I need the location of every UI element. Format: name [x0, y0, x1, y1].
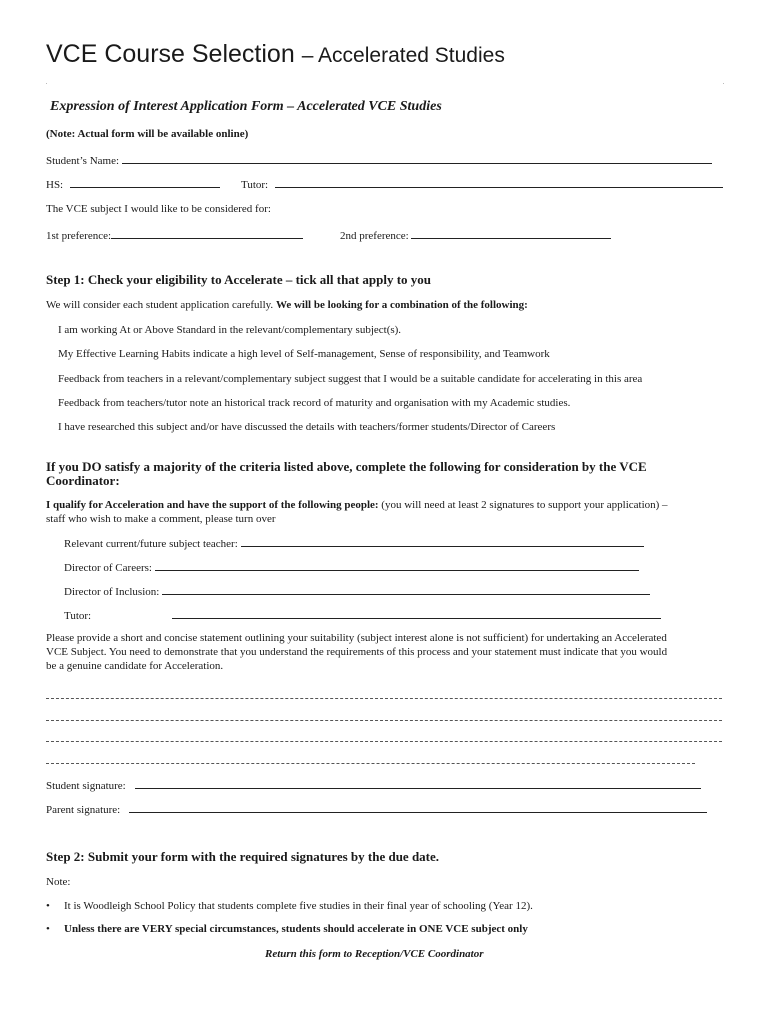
signatory-field[interactable]: [162, 584, 650, 595]
student-signature-field[interactable]: [135, 778, 701, 789]
bullet-icon: •: [46, 923, 50, 935]
step2-bullet-text: Unless there are VERY special circumstances, students should accelerate in ONE VCE subject only: [64, 923, 528, 935]
parent-signature-field[interactable]: [129, 802, 707, 813]
pref1-field[interactable]: [111, 228, 303, 239]
student-name-label: Student’s Name:: [46, 155, 120, 167]
signatory-row: [46, 560, 639, 574]
step2-bullet-text: It is Woodleigh School Policy that students complete five studies in their final year of schooling (Year 12).: [64, 900, 533, 912]
statement-line: be a genuine candidate for Acceleration.: [46, 660, 224, 672]
hs-row: [46, 177, 220, 191]
tutor-label: Tutor:: [241, 179, 269, 191]
signatory-label: Tutor:: [64, 610, 92, 622]
criteria-item[interactable]: Feedback from teachers/tutor note an historical track record of maturity and organisation with my Academic studies.: [58, 397, 571, 409]
return-instruction: Return this form to Reception/VCE Coordinator: [265, 948, 484, 960]
hs-label: HS:: [46, 179, 64, 191]
statement-answer-line[interactable]: [46, 720, 722, 721]
signatory-row: [46, 536, 644, 550]
step2-bullet: [46, 900, 533, 912]
step2-bullet: [46, 923, 528, 935]
title-main: VCE Course Selection: [46, 40, 295, 68]
student-signature-row: [46, 778, 701, 792]
statement-answer-line[interactable]: [46, 698, 722, 699]
student-name-row: [46, 153, 712, 167]
support-rest: (you will need at least 2 signatures to support your application) –: [381, 499, 668, 511]
criteria-item[interactable]: I have researched this subject and/or have discussed the details with teachers/former students/Director of Careers: [58, 421, 556, 433]
statement-answer-line[interactable]: [46, 763, 695, 764]
signatory-label: Relevant current/future subject teacher:: [64, 538, 238, 550]
pref2-row: [340, 228, 611, 242]
bullet-icon: •: [46, 900, 50, 912]
support-line-2: staff who wish to make a comment, please turn over: [46, 513, 276, 525]
parent-signature-row: [46, 802, 707, 816]
signatory-row: [46, 608, 661, 622]
student-name-field[interactable]: [122, 153, 712, 164]
criteria-item[interactable]: Feedback from teachers in a relevant/complementary subject suggest that I would be a suitable candidate for accelerating in this area: [58, 373, 643, 385]
tutor-row: [241, 177, 723, 191]
form-note: (Note: Actual form will be available online): [46, 128, 249, 140]
step2-note-label: Note:: [46, 876, 71, 888]
pref1-row: [46, 228, 303, 242]
statement-answer-line[interactable]: [46, 741, 722, 742]
signatory-label: Director of Inclusion:: [64, 586, 160, 598]
page-title: [46, 40, 505, 69]
step1-intro: [46, 299, 528, 311]
subject-prompt: The VCE subject I would like to be considered for:: [46, 203, 271, 215]
coordinator-heading-2: Coordinator:: [46, 473, 120, 488]
form-title: Expression of Interest Application Form – Accelerated VCE Studies: [50, 99, 442, 114]
statement-line: VCE Subject. You need to demonstrate that you understand the requirements of this process and your statement must indicate that you would: [46, 646, 668, 658]
pref1-label: 1st preference:: [46, 230, 112, 242]
support-bold: I qualify for Acceleration and have the support of the following people:: [46, 499, 379, 511]
criteria-item[interactable]: My Effective Learning Habits indicate a high level of Self-management, Sense of responsibility, and Teamwork: [58, 348, 550, 360]
pref2-field[interactable]: [411, 228, 611, 239]
signatory-field[interactable]: [155, 560, 639, 571]
pref2-label: 2nd preference:: [340, 230, 409, 242]
signatory-field[interactable]: [241, 536, 644, 547]
signatory-row: [46, 584, 650, 598]
step2-heading: Step 2: Submit your form with the required signatures by the due date.: [46, 849, 440, 864]
student-signature-label: Student signature:: [46, 780, 126, 792]
step1-heading: Step 1: Check your eligibility to Accelerate – tick all that apply to you: [46, 272, 432, 287]
signatory-label: Director of Careers:: [64, 562, 152, 574]
criteria-item[interactable]: I am working At or Above Standard in the relevant/complementary subject(s).: [58, 324, 402, 336]
tutor-field[interactable]: [275, 177, 723, 188]
step1-intro-bold: We will be looking for a combination of the following:: [275, 299, 528, 311]
parent-signature-label: Parent signature:: [46, 804, 121, 816]
coordinator-heading-1: If you DO satisfy a majority of the criteria listed above, complete the following for consideration by the VCE: [46, 459, 647, 474]
support-line: [46, 499, 668, 511]
statement-line: Please provide a short and concise statement outlining your suitability (subject interest alone is not sufficient) for undertaking an Accelerated: [46, 632, 667, 644]
hs-field[interactable]: [70, 177, 220, 188]
step1-intro-text: We will consider each student application carefully.: [46, 299, 274, 311]
title-sub: – Accelerated Studies: [301, 44, 505, 67]
signatory-field[interactable]: [172, 608, 661, 619]
